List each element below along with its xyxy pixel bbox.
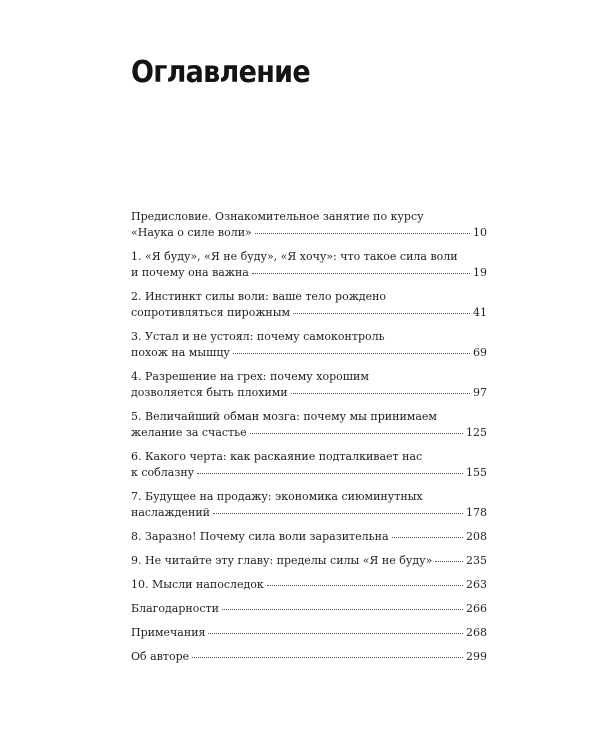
toc-page-number: 178 [466,506,487,519]
toc-page-number: 97 [473,386,487,399]
toc-entry-chapter-9[interactable] [131,553,487,569]
toc-entry-chapter-7[interactable] [131,489,487,521]
toc-entry-chapter-3[interactable] [131,329,487,361]
toc-entry-title: 1. «Я буду», «Я не буду», «Я хочу»: что такое сила воли [131,250,458,263]
toc-entry-title: 8. Заразно! Почему сила воли заразительна [131,530,389,543]
toc-entry-title: 9. Не читайте эту главу: пределы силы «Я не буду» [131,554,433,567]
toc-entry-title: 2. Инстинкт силы воли: ваше тело рождено [131,290,387,303]
dot-leader [291,393,470,394]
toc-entry-acknowledgements[interactable] [131,601,487,617]
dot-leader [208,633,463,634]
toc-page-number: 125 [466,426,487,439]
toc-entry-title: Предисловие. Ознакомительное занятие по курсу [131,210,424,223]
toc-entry-title-continued: «Наука о силе воли» [131,226,252,239]
toc-page-number: 41 [473,306,487,319]
toc-entry-title-continued: и почему она важна [131,266,249,279]
toc-entry-preface[interactable] [131,209,487,241]
toc-entry-title: 3. Устал и не устоял: почему самоконтроль [131,330,385,343]
toc-entry-title: Благодарности [131,602,219,615]
toc-entry-chapter-8[interactable] [131,529,487,545]
toc-entry-title: 6. Какого черта: как раскаяние подталкивает нас [131,450,423,463]
toc-page-number: 263 [466,578,487,591]
dot-leader [293,313,470,314]
toc-entry-title: 7. Будущее на продажу: экономика сиюминутных [131,490,423,503]
table-of-contents [131,209,487,673]
toc-entry-title: 10. Мысли напоследок [131,578,264,591]
toc-entry-notes[interactable] [131,625,487,641]
toc-entry-title-continued: похож на мышцу [131,346,230,359]
toc-entry-title-continued: сопротивляться пирожным [131,306,291,319]
toc-page-number: 208 [466,530,487,543]
dot-leader [267,585,463,586]
toc-entry-chapter-4[interactable] [131,369,487,401]
dot-leader [213,513,463,514]
page-title: Оглавление [131,55,310,90]
dot-leader [252,273,470,274]
dot-leader [192,657,463,658]
toc-page-number: 155 [466,466,487,479]
toc-page-number: 268 [466,626,487,639]
toc-page-number: 299 [466,650,487,663]
toc-entry-title: Об авторе [131,650,190,663]
toc-entry-chapter-10[interactable] [131,577,487,593]
dot-leader [392,537,463,538]
toc-entry-title-continued: желание за счастье [131,426,247,439]
dot-leader [255,233,470,234]
toc-page-number: 10 [473,226,487,239]
dot-leader [197,473,463,474]
dot-leader [435,561,463,562]
toc-entry-title: Примечания [131,626,206,639]
toc-entry-title: 4. Разрешение на грех: почему хорошим [131,370,369,383]
toc-entry-title: 5. Величайший обман мозга: почему мы принимаем [131,410,437,423]
toc-entry-chapter-6[interactable] [131,449,487,481]
toc-page-number: 235 [466,554,487,567]
toc-entry-title-continued: к соблазну [131,466,195,479]
dot-leader [222,609,463,610]
toc-entry-title-continued: наслаждений [131,506,210,519]
toc-page-number: 266 [466,602,487,615]
dot-leader [233,353,470,354]
dot-leader [250,433,463,434]
toc-page-number: 19 [473,266,487,279]
toc-entry-chapter-2[interactable] [131,289,487,321]
toc-entry-chapter-5[interactable] [131,409,487,441]
toc-page-number: 69 [473,346,487,359]
toc-entry-title-continued: дозволяется быть плохими [131,386,288,399]
toc-entry-about-author[interactable] [131,649,487,665]
toc-entry-chapter-1[interactable] [131,249,487,281]
